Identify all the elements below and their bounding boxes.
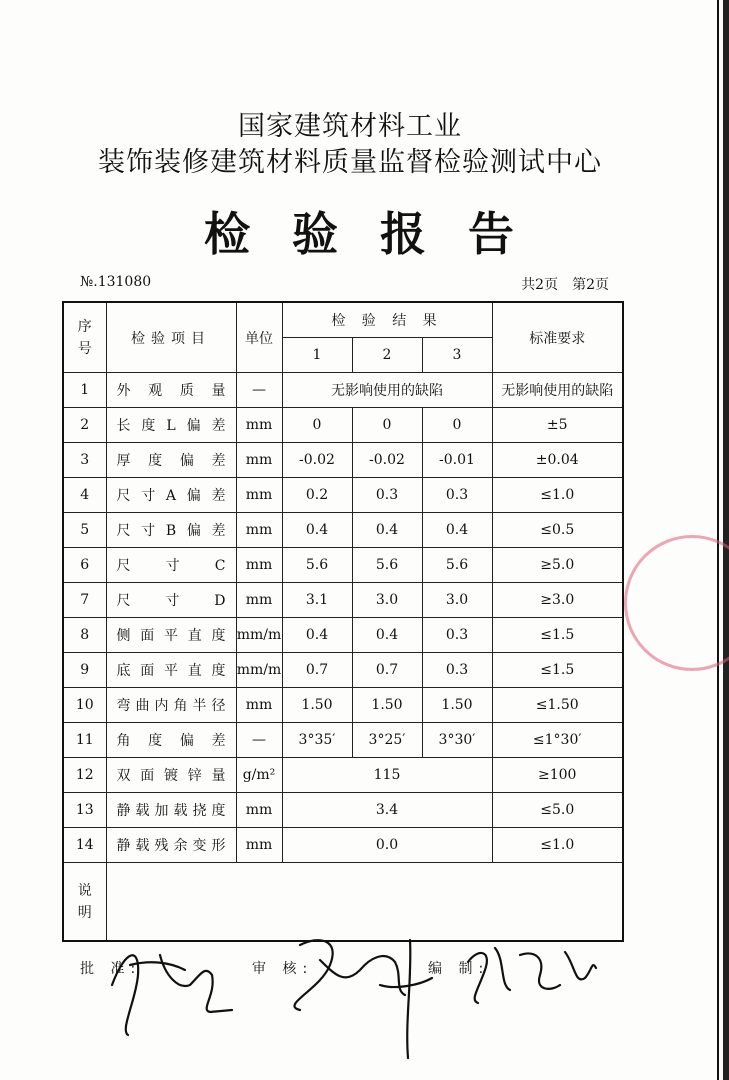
table-row (63, 513, 623, 548)
org-name-line1: 国家建筑材料工业 (238, 111, 462, 142)
report-title: 检验报告 (204, 207, 556, 261)
row-standard: ≤1.0 (492, 478, 623, 513)
row-standard: ≤0.5 (492, 513, 623, 548)
row-no: 5 (63, 513, 106, 548)
row-no: 7 (63, 583, 106, 618)
table-row (63, 583, 623, 618)
compile-label: 编 制: (428, 961, 490, 977)
header-sample-3: 3 (422, 338, 492, 373)
row-item: 长度L偏差 (106, 408, 236, 443)
row-result-2: -0.02 (352, 443, 422, 478)
row-result-3: 5.6 (422, 548, 492, 583)
table-row (63, 373, 623, 408)
table-row (63, 478, 623, 513)
row-standard: ≤1.5 (492, 653, 623, 688)
table-row (63, 723, 623, 758)
page-count: 共2页 第2页 (521, 277, 609, 293)
row-standard: ±0.04 (492, 443, 623, 478)
row-result-1: 1.50 (282, 688, 352, 723)
row-unit: mm (236, 793, 282, 828)
row-item: 侧面平直度 (106, 618, 236, 653)
row-standard: 无影响使用的缺陷 (492, 373, 623, 408)
header-unit: 单位 (236, 302, 282, 373)
row-standard: ≥3.0 (492, 583, 623, 618)
row-no: 9 (63, 653, 106, 688)
row-result-1: 0.7 (282, 653, 352, 688)
row-result-merged: 无影响使用的缺陷 (282, 373, 492, 408)
row-result-1: -0.02 (282, 443, 352, 478)
table-row (63, 688, 623, 723)
row-result-2: 0.3 (352, 478, 422, 513)
row-unit: mm (236, 548, 282, 583)
row-result-3: 3°30′ (422, 723, 492, 758)
row-standard: ≤1.0 (492, 828, 623, 863)
header-row (63, 302, 623, 338)
row-standard: ±5 (492, 408, 623, 443)
review-label: 审 核: (252, 961, 314, 977)
row-result-3: 3.0 (422, 583, 492, 618)
scan-edge (723, 0, 729, 1080)
row-result-3: 0.3 (422, 653, 492, 688)
row-result-1: 0.4 (282, 513, 352, 548)
row-item: 尺寸C (106, 548, 236, 583)
table-row (63, 618, 623, 653)
row-result-2: 0.7 (352, 653, 422, 688)
row-result-1: 0.2 (282, 478, 352, 513)
row-no: 13 (63, 793, 106, 828)
row-no: 12 (63, 758, 106, 793)
row-no: 1 (63, 373, 106, 408)
header-results: 检 验 结 果 (282, 302, 492, 338)
row-result-1: 5.6 (282, 548, 352, 583)
row-item: 尺寸D (106, 583, 236, 618)
row-item: 静载残余变形 (106, 828, 236, 863)
row-item: 静载加载挠度 (106, 793, 236, 828)
row-unit: g/m² (236, 758, 282, 793)
row-standard: ≥100 (492, 758, 623, 793)
row-unit: mm (236, 513, 282, 548)
row-result-2: 5.6 (352, 548, 422, 583)
row-result-3: 1.50 (422, 688, 492, 723)
inspection-table (62, 301, 624, 942)
row-unit: mm/m (236, 653, 282, 688)
row-no: 8 (63, 618, 106, 653)
row-result-2: 0.4 (352, 513, 422, 548)
header-no: 序号 (63, 302, 106, 373)
row-item: 角度偏差 (106, 723, 236, 758)
row-result-3: 0 (422, 408, 492, 443)
row-unit: — (236, 723, 282, 758)
row-item: 双面镀锌量 (106, 758, 236, 793)
table-row (63, 653, 623, 688)
table-row (63, 793, 623, 828)
remark-label: 说明 (63, 863, 106, 942)
row-unit: mm (236, 443, 282, 478)
row-standard: ≤1.50 (492, 688, 623, 723)
row-no: 10 (63, 688, 106, 723)
table-row (63, 828, 623, 863)
row-result-1: 0.4 (282, 618, 352, 653)
row-no: 14 (63, 828, 106, 863)
row-no: 2 (63, 408, 106, 443)
row-item: 外观质量 (106, 373, 236, 408)
row-standard: ≥5.0 (492, 548, 623, 583)
row-result-3: 0.4 (422, 513, 492, 548)
row-result-merged: 115 (282, 758, 492, 793)
row-unit: — (236, 373, 282, 408)
row-result-1: 3°35′ (282, 723, 352, 758)
row-result-2: 1.50 (352, 688, 422, 723)
row-no: 4 (63, 478, 106, 513)
row-result-1: 0 (282, 408, 352, 443)
row-unit: mm (236, 408, 282, 443)
table-row (63, 758, 623, 793)
header-sample-1: 1 (282, 338, 352, 373)
row-result-3: 0.3 (422, 478, 492, 513)
row-result-merged: 3.4 (282, 793, 492, 828)
row-result-1: 3.1 (282, 583, 352, 618)
official-seal-stamp (624, 535, 729, 671)
row-standard: ≤1.5 (492, 618, 623, 653)
header-item: 检验项目 (106, 302, 236, 373)
row-unit: mm (236, 688, 282, 723)
row-unit: mm (236, 828, 282, 863)
row-result-2: 3°25′ (352, 723, 422, 758)
row-item: 尺寸A偏差 (106, 478, 236, 513)
row-unit: mm (236, 478, 282, 513)
table-row (63, 548, 623, 583)
table-row (63, 408, 623, 443)
row-no: 6 (63, 548, 106, 583)
row-unit: mm (236, 583, 282, 618)
row-result-2: 0 (352, 408, 422, 443)
report-number: №.131080 (80, 274, 152, 290)
row-result-2: 3.0 (352, 583, 422, 618)
row-item: 底面平直度 (106, 653, 236, 688)
approve-label: 批 准: (80, 961, 142, 977)
row-result-3: 0.3 (422, 618, 492, 653)
org-name-line2: 装饰装修建筑材料质量监督检验测试中心 (98, 147, 602, 178)
row-item: 弯曲内角半径 (106, 688, 236, 723)
row-result-3: -0.01 (422, 443, 492, 478)
row-no: 3 (63, 443, 106, 478)
row-standard: ≤5.0 (492, 793, 623, 828)
row-result-merged: 0.0 (282, 828, 492, 863)
reviewer-signature (294, 940, 432, 1058)
remark-row (63, 863, 623, 942)
header-sample-2: 2 (352, 338, 422, 373)
remark-content (106, 863, 623, 942)
header-standard: 标准要求 (492, 302, 623, 373)
row-standard: ≤1°30′ (492, 723, 623, 758)
row-result-2: 0.4 (352, 618, 422, 653)
row-item: 厚度偏差 (106, 443, 236, 478)
row-unit: mm/m (236, 618, 282, 653)
table-row (63, 443, 623, 478)
row-no: 11 (63, 723, 106, 758)
row-item: 尺寸B偏差 (106, 513, 236, 548)
